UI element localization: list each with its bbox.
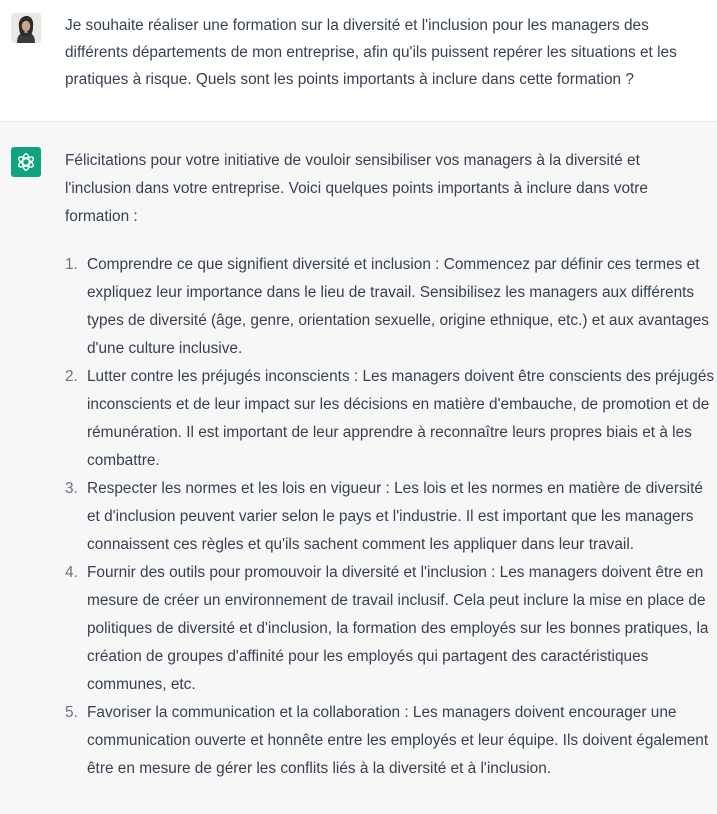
list-number: 4.: [65, 564, 78, 581]
list-item-text: Comprendre ce que signifient diversité et inclusion : Commencez par définir ces termes et expliquez leur importance dans le lieu de travail. Sensibilisez les managers aux différents types de diversité (âge, genre, orientation sexuelle, origine ethnique, etc.) et aux avantages d'une culture inclusive.: [87, 256, 709, 357]
list-item-text: Favoriser la communication et la collaboration : Les managers doivent encourager une communication ouverte et honnête entre les employés et leur équipe. Ils doivent également être en mesure de gérer les conflits liés à la diversité et à l'inclusion.: [87, 704, 709, 777]
list-item-text: Fournir des outils pour promouvoir la diversité et l'inclusion : Les managers doivent être en mesure de créer un environnement de travail inclusif. Cela peut inclure la mise en place de politiques de diversité et d'inclusion, la formation des employés sur les bonnes pratiques, la création de groupes d'affinité pour les employés qui partagent des caractéristiques communes, etc.: [87, 564, 709, 693]
list-item: [65, 251, 717, 363]
list-item-text: Respecter les normes et les lois en vigueur : Les lois et les normes en matière de diversité et d'inclusion peuvent varier selon le pays et l'industrie. Il est important que les managers connaissent ces règles et qu'ils sachent comment les appliquer dans leur travail.: [87, 480, 703, 553]
list-number: 2.: [65, 368, 78, 385]
response-list: [65, 251, 717, 783]
assistant-message: [0, 122, 717, 814]
list-item: [65, 475, 717, 559]
response-intro: Félicitations pour votre initiative de vouloir sensibiliser vos managers à la diversité et l'inclusion dans votre entreprise. Voici quelques points importants à inclure dans votre formation :: [65, 152, 648, 225]
list-number: 1.: [65, 256, 78, 273]
assistant-response: [65, 147, 717, 783]
list-number: 5.: [65, 704, 78, 721]
user-avatar-icon: [11, 13, 41, 43]
list-item: [65, 363, 717, 475]
user-message: [0, 0, 717, 122]
list-item: [65, 559, 717, 699]
list-number: 3.: [65, 480, 78, 497]
user-message-text: Je souhaite réaliser une formation sur la diversité et l'inclusion pour les managers des différents départements de mon entreprise, afin qu'ils puissent repérer les situations et les pratiques à risque. Quels sont les points importants à inclure dans cette formation ?: [65, 17, 677, 88]
list-item: [65, 699, 717, 783]
list-item-text: Lutter contre les préjugés inconscients : Les managers doivent être conscients des préjugés inconscients et de leur impact sur les décisions en matière d'embauche, de promotion et de rémunération. Il est important de leur apprendre à reconnaître leurs propres biais et à les combattre.: [87, 368, 715, 469]
openai-logo-icon: [11, 147, 41, 177]
